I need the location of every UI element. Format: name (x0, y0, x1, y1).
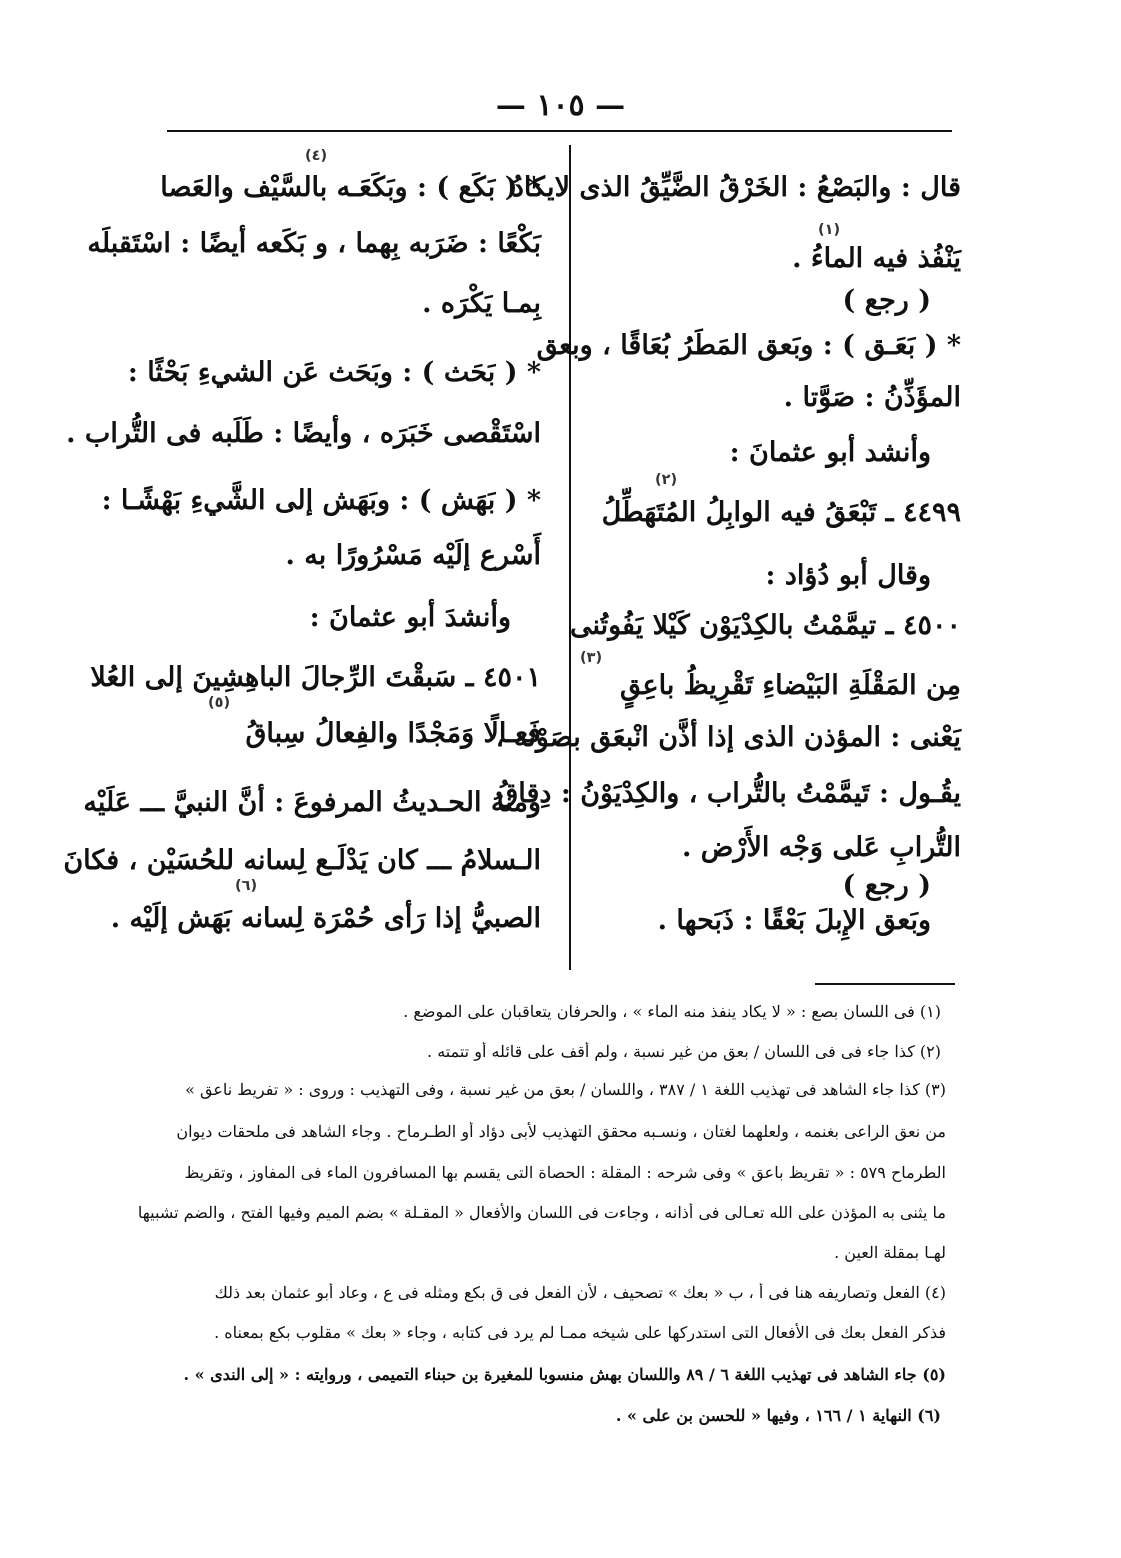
text-line: قال : والبَصْعُ : الخَرْقُ الضَّيِّقُ الذى لايكادُ (511, 172, 961, 203)
footnote-4-cont: فذكر الفعل بعك فى الأفعال التى استدركها على شيخه ممـا لم يرد فى كتابه ، وجاء « بعك » مقلوب بكع بمعناه . (214, 1323, 946, 1342)
text-line: وأنشد أبو عثمانَ : (729, 437, 931, 468)
text-line: اسْتَقْصى خَبَرَه ، وأيضًا : طَلَبه فى التُّراب . (66, 418, 541, 449)
text-line: المؤَذِّنُ : صَوَّتا . (783, 382, 961, 413)
text-line: بِمـا يَكْرَه . (422, 288, 541, 319)
text-line: التُّرابِ عَلى وَجْه الأَرْض . (681, 832, 961, 863)
text-line: ومنهُ الحـديثُ المرفوعَ : أنَّ النبيَّ ـــ عَلَيْه (83, 787, 541, 818)
entry-heading: * ( بَعَـق ) : وبَعق المَطَرُ بُعَاقًا ، وبعق (536, 330, 961, 361)
footnote-3-cont: ما يثنى به المؤذن على الله تعـالى فى أذانه ، وجاءت فى اللسان والأفعال « المقـلة » بضم الميم وفيها الفتح ، والضم تشبيها (137, 1203, 946, 1222)
section-marker: ( رجع ) (842, 285, 931, 316)
verse-line: ٤٤٩٩ ـ تَبْعَقُ فيه الوابِلُ المُتَهَطِّلُ (601, 497, 961, 528)
footnote-3-cont: الطرماح ٥٧٩ : « تقريظ باعق » وفى شرحه : المقلة : الحصاة التى يقسم بها المسافرون الماء فى المفاوز ، وتقريظ (184, 1163, 946, 1182)
text-line: يقُـول : تَيمَّمْتُ بالتُّراب ، والكِدْيَوْنُ : دِقاقُ (497, 778, 961, 809)
left-column (63, 0, 541, 990)
verse-line: مِن المَقْلَةِ البَيْضاءِ تَقْرِيظُ باعِقٍ (620, 670, 961, 701)
text-line: الصبيُّ إذا رَأى حُمْرَة لِسانه بَهَش إلَيْه . (110, 903, 541, 934)
note-marker: (٤) (305, 148, 328, 164)
footnote-1: (١) فى اللسان بصع : « لا يكاد ينفذ منه الماء » ، والحرفان يتعاقبان على الموضع . (403, 1002, 941, 1021)
entry-heading: * ( بَحَث ) : وبَحَث عَن الشيءِ بَحْثًا : (127, 357, 541, 388)
text-line: أَسْرع إلَيْه مَسْرُورًا به . (285, 540, 541, 571)
entry-heading: * ( بَكَع ) : وبَكَعَـه بالسَّيْف والعَصا (160, 172, 541, 203)
text-line: يَعْنى : المؤذن الذى إذا أذَّن انْبعَق بصَوْته ، (495, 722, 961, 753)
footnote-3: (٣) كذا جاء الشاهد فى تهذيب اللغة ١ / ٣٨٧ ، واللسان / بعق من غير نسبة ، وفى التهذيب : وروى : « تفريط ناعق » (185, 1080, 946, 1099)
verse-line: فَعـالًا وَمَجْدًا والفِعالُ سِباقُ (245, 718, 541, 749)
note-marker: (١) (818, 222, 841, 238)
note-marker: (٦) (235, 878, 258, 894)
page-number: — ١٠٥ — (495, 88, 626, 123)
footnote-3-cont: لهـا بمقلة العين . (834, 1243, 946, 1262)
text-line: وقال أبو دُؤاد : (765, 560, 931, 591)
footnote-rule (815, 983, 955, 985)
footnote-6: (٦) النهاية ١ / ١٦٦ ، وفيها « للحسن بن على » . (615, 1406, 941, 1425)
note-marker: (٣) (580, 650, 603, 666)
text-line: يَنْفُذ فيه الماءُ . (792, 243, 961, 274)
text-line: الـسلامُ ـــ كان يَدْلَـع لِسانه للحُسَيْن ، فكانَ (63, 845, 541, 876)
footnote-4: (٤) الفعل وتصاريفه هنا فى أ ، ب « بعك » تصحيف ، لأن الفعل فى ق بكع ومثله فى ع ، وعاد أبو عثمان بعد ذلك (214, 1283, 946, 1302)
footnote-2: (٢) كذا جاء فى فى اللسان / بعق من غير نسبة ، ولم أقف على قائله أو تتمته . (427, 1042, 941, 1061)
text-line: وبَعق الإِبلَ بَعْقًا : ذَبَحها . (657, 905, 931, 936)
text-line: وأنشدَ أبو عثمانَ : (309, 602, 511, 633)
footnote-3-cont: من نعق الراعى بغنمه ، ولعلهما لغتان ، ونسـبه محقق التهذيب لأبى دؤاد أو الطـرماح . وجاء الشاهد فى ملحقات ديوان (176, 1122, 946, 1141)
verse-line: ٤٥٠١ ـ سَبقْتَ الرِّجالَ الباهِشِينَ إلى العُلا (90, 662, 541, 693)
note-marker: (٥) (208, 695, 231, 711)
verse-line: ٤٥٠٠ ـ تيمَّمْتُ بالكِدْيَوْن كَيْلا يَفُوتُنى (569, 610, 961, 641)
footnote-5: (٥) جاء الشاهد فى تهذيب اللغة ٦ / ٨٩ واللسان بهش منسوبا للمغيرة بن حبناء التميمى ، وروايته : « إلى الندى » . (183, 1365, 946, 1384)
note-marker: (٢) (655, 472, 678, 488)
text-line: بَكْعًا : ضَرَبه بِهما ، و بَكَعه أيضًا : اسْتَقبلَه (87, 228, 541, 259)
section-marker: ( رجع ) (842, 870, 931, 901)
entry-heading: * ( بَهَش ) : وبَهَش إلى الشَّيءِ بَهْشًـا : (101, 485, 541, 516)
